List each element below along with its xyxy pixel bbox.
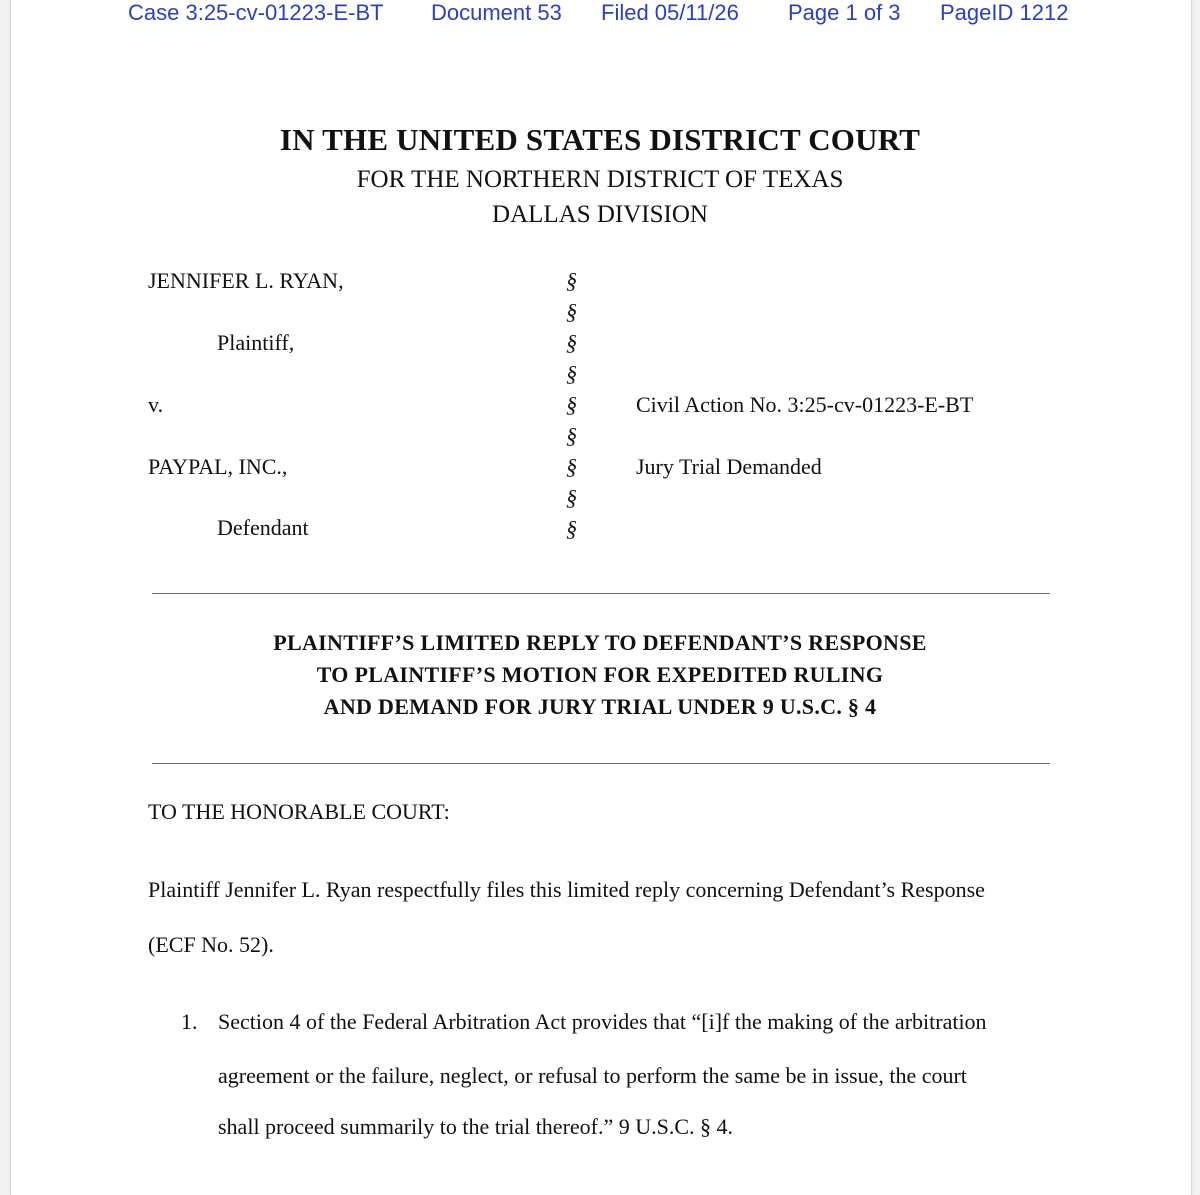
civil-action-number: Civil Action No. 3:25-cv-01223-E-BT bbox=[636, 392, 974, 417]
header-filed-date: Filed 05/11/26 bbox=[601, 0, 739, 25]
section-symbol: § bbox=[566, 361, 577, 386]
plaintiff-role: Plaintiff, bbox=[217, 330, 295, 355]
defendant-name: PAYPAL, INC., bbox=[148, 454, 288, 479]
title-top-rule bbox=[152, 593, 1050, 594]
plaintiff-name: JENNIFER L. RYAN, bbox=[148, 268, 344, 293]
header-document-number: Document 53 bbox=[431, 0, 562, 25]
paragraph-number: 1. bbox=[181, 1009, 198, 1034]
paragraph-line: agreement or the failure, neglect, or refusal to perform the same be in issue, the court bbox=[218, 1063, 967, 1088]
document-title-line: PLAINTIFF’S LIMITED REPLY TO DEFENDANT’S RESPONSE bbox=[273, 630, 927, 655]
court-division: DALLAS DIVISION bbox=[492, 201, 708, 228]
section-symbol: § bbox=[566, 516, 577, 541]
document-title-line: TO PLAINTIFF’S MOTION FOR EXPEDITED RULING bbox=[316, 662, 884, 687]
salutation: TO THE HONORABLE COURT: bbox=[148, 799, 450, 824]
defendant-role: Defendant bbox=[217, 515, 309, 540]
court-title: IN THE UNITED STATES DISTRICT COURT bbox=[279, 122, 921, 157]
section-symbol: § bbox=[566, 392, 577, 417]
header-page-count: Page 1 of 3 bbox=[788, 0, 901, 25]
header-case-number: Case 3:25-cv-01223-E-BT bbox=[128, 0, 384, 25]
section-symbol: § bbox=[566, 485, 577, 510]
section-symbol: § bbox=[566, 299, 577, 324]
intro-line: (ECF No. 52). bbox=[148, 932, 274, 957]
jury-trial-demanded: Jury Trial Demanded bbox=[636, 454, 822, 479]
section-symbol: § bbox=[566, 268, 577, 293]
ecf-header bbox=[0, 0, 1200, 30]
paragraph-line: Section 4 of the Federal Arbitration Act provides that “[i]f the making of the arbitration bbox=[218, 1009, 987, 1034]
intro-line: Plaintiff Jennifer L. Ryan respectfully files this limited reply concerning Defendant’s Response bbox=[148, 877, 985, 902]
document-title-line: AND DEMAND FOR JURY TRIAL UNDER 9 U.S.C. § 4 bbox=[323, 694, 877, 719]
court-district: FOR THE NORTHERN DISTRICT OF TEXAS bbox=[356, 166, 844, 193]
paragraph-line: shall proceed summarily to the trial thereof.” 9 U.S.C. § 4. bbox=[218, 1114, 734, 1139]
title-bottom-rule bbox=[152, 763, 1050, 764]
section-symbol: § bbox=[566, 330, 577, 355]
header-page-id: PageID 1212 bbox=[940, 0, 1069, 25]
section-symbol: § bbox=[566, 454, 577, 479]
section-symbol: § bbox=[566, 423, 577, 448]
versus: v. bbox=[148, 392, 164, 417]
